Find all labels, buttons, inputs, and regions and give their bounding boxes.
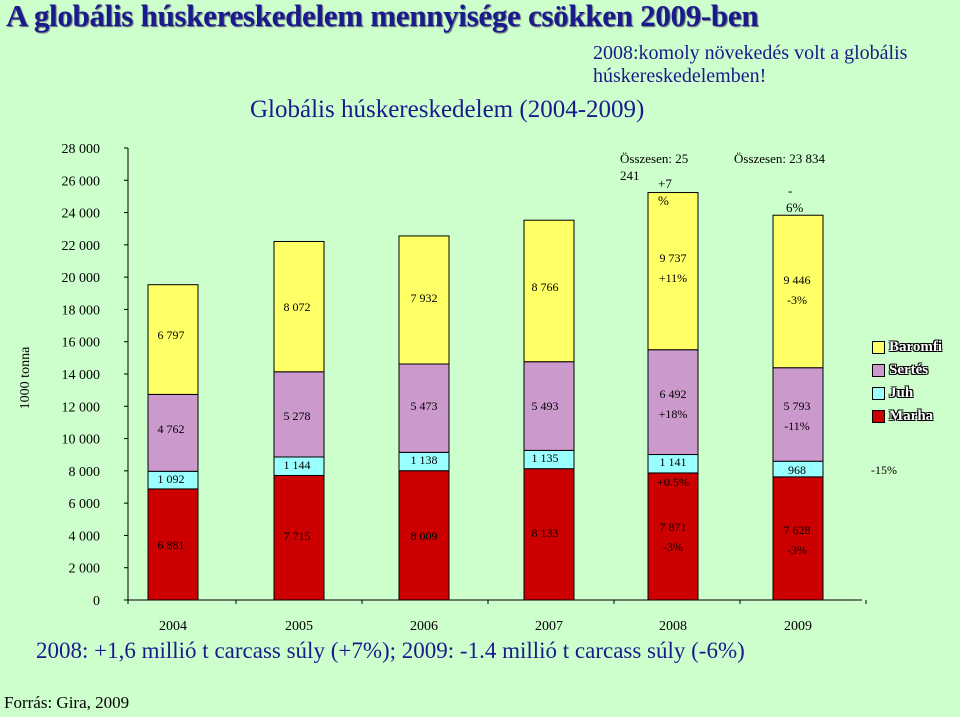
annotation-change-2009: 6% <box>786 200 804 215</box>
legend-item-sertes <box>872 359 960 382</box>
y-tick-label: 18 000 <box>61 303 100 319</box>
annotation-change-2008-unit: % <box>658 193 669 208</box>
bar-baromfi-2009 <box>773 215 823 367</box>
data-label-marha: 6 881 <box>157 538 185 552</box>
y-tick-label: 2 000 <box>68 561 100 577</box>
data-label-juh: 1 092 <box>157 472 185 486</box>
x-tick-label: 2007 <box>535 619 563 634</box>
x-tick-label: 2005 <box>285 619 313 634</box>
legend-swatch-juh <box>872 387 885 400</box>
data-label-baromfi: +11% <box>658 271 688 285</box>
x-tick-label: 2004 <box>159 619 187 634</box>
legend-item-juh <box>872 382 960 405</box>
y-tick-label: 20 000 <box>61 271 100 287</box>
data-label-marha: 7 715 <box>283 529 311 543</box>
data-label-baromfi: 9 446 <box>783 273 811 287</box>
data-label-juh: 1 138 <box>410 453 438 467</box>
data-label-juh: 1 135 <box>531 451 559 465</box>
data-label-juh: 1 141 <box>659 455 687 469</box>
legend-item-marha <box>872 405 960 428</box>
data-label-sertés: 5 793 <box>783 399 811 413</box>
bar-sertés-2008 <box>648 350 698 455</box>
data-label-baromfi: 8 766 <box>531 280 559 294</box>
x-tick-label: 2006 <box>410 619 438 634</box>
data-label-marha: 8 133 <box>531 526 559 540</box>
data-label-baromfi: -3% <box>787 293 807 307</box>
annotation-juh-change: -15% <box>871 463 897 477</box>
legend <box>872 336 960 428</box>
data-label-sertés: 5 473 <box>410 399 438 413</box>
legend-item-baromfi <box>872 336 960 359</box>
data-label-baromfi: 9 737 <box>659 251 687 265</box>
y-tick-label: 22 000 <box>61 238 100 254</box>
legend-label-juh: Juh <box>889 385 914 401</box>
bar-marha-2009 <box>773 477 823 600</box>
data-label-juh: 968 <box>788 463 806 477</box>
bar-marha-2008 <box>648 473 698 600</box>
annotation-total-2008-cont: 241 <box>620 168 640 183</box>
data-label-baromfi: 6 797 <box>157 328 185 342</box>
data-label-sertés: 4 762 <box>157 422 185 436</box>
annotation-change-2009-sign: - <box>788 183 793 198</box>
growth-note: 2008:komoly növekedés volt a globális húskereskedelemben! <box>593 42 908 87</box>
y-axis-label: 1000 tonna <box>18 346 33 410</box>
annotation-change-2008: +7 <box>658 176 672 191</box>
data-label-sertés: 5 278 <box>283 409 311 423</box>
legend-label-marha: Marha <box>889 408 934 424</box>
data-label-marha: -3% <box>663 540 683 554</box>
legend-label-baromfi: Baromfi <box>889 339 943 355</box>
y-tick-label: 14 000 <box>61 368 100 383</box>
data-label-marha: 7 628 <box>783 523 811 537</box>
data-label-juh: 1 144 <box>283 458 311 472</box>
source-note: Forrás: Gira, 2009 <box>4 693 130 712</box>
x-tick-label: 2009 <box>784 619 812 634</box>
y-tick-label: 10 000 <box>61 432 100 448</box>
legend-swatch-sertes <box>872 364 885 377</box>
data-label-sertés: 5 493 <box>531 399 559 413</box>
y-tick-label: 0 <box>93 594 100 609</box>
legend-swatch-baromfi <box>872 341 885 354</box>
data-label-baromfi: 7 932 <box>410 291 438 305</box>
data-label-sertés: -11% <box>784 419 810 433</box>
bottom-note: 2008: +1,6 millió t carcass súly (+7%); 2009: -1.4 millió t carcass súly (-6%) <box>36 638 745 663</box>
data-label-sertés: +18% <box>658 407 688 421</box>
data-label-marha: 7 871 <box>659 520 687 534</box>
data-label-juh: +0.5% <box>657 475 689 489</box>
y-tick-label: 8 000 <box>68 464 100 480</box>
y-tick-label: 6 000 <box>68 497 100 513</box>
annotation-total-2009: Összesen: 23 834 <box>734 151 825 166</box>
chart-title: Globális húskereskedelem (2004-2009) <box>250 96 645 123</box>
y-tick-label: 4 000 <box>68 529 100 545</box>
y-tick-label: 16 000 <box>61 335 100 351</box>
y-tick-label: 28 000 <box>61 142 100 157</box>
main-title: A globális húskereskedelem mennyisége csökken 2009-ben <box>6 0 759 33</box>
data-label-baromfi: 8 072 <box>283 300 311 314</box>
data-label-marha: 8 009 <box>410 529 438 543</box>
y-tick-label: 26 000 <box>61 174 100 190</box>
y-tick-label: 12 000 <box>61 400 100 416</box>
legend-label-sertes: Sertés <box>889 362 929 378</box>
bar-sertés-2009 <box>773 368 823 462</box>
y-tick-label: 24 000 <box>61 206 100 222</box>
x-tick-label: 2008 <box>659 619 687 634</box>
legend-swatch-marha <box>872 410 885 423</box>
annotation-total-2008: Összesen: 25 <box>620 151 689 166</box>
data-label-marha: -3% <box>787 543 807 557</box>
data-label-sertés: 6 492 <box>659 387 687 401</box>
